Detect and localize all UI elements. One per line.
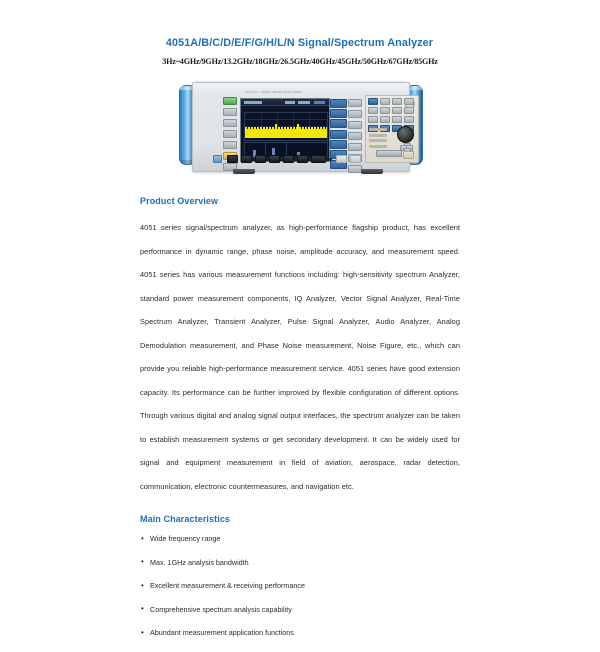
keypad-key-7 [392, 107, 402, 114]
softkey-2 [330, 109, 347, 118]
keypad-key-2 [380, 98, 390, 105]
list-item: • Max. 1GHz analysis bandwidth [140, 558, 460, 568]
main-characteristics-list [140, 534, 460, 638]
front-panel-badge [213, 155, 222, 163]
section-heading-main-characteristics: Main Characteristics [140, 514, 231, 524]
connector-3 [255, 155, 266, 163]
gridline-h-1 [245, 119, 327, 120]
keypad-key-12 [404, 116, 414, 123]
list-item: • Wide frequency range [140, 534, 460, 544]
connector-7 [311, 155, 326, 163]
connector-1 [227, 155, 238, 163]
instrument-brand-text: SIGNAL / SPECTRUM ANALYZER [245, 90, 302, 94]
rotary-knob [397, 126, 414, 143]
softkey-4 [330, 130, 347, 139]
legend-line-1 [369, 128, 387, 131]
function-key-7 [348, 165, 362, 173]
status-bar-field-1 [244, 101, 262, 104]
instrument-chassis [192, 82, 410, 172]
keypad-key-5 [368, 107, 378, 114]
legend-line-4 [369, 145, 387, 148]
product-image [140, 79, 460, 180]
key-left-4 [223, 130, 237, 138]
keypad-key-4 [404, 98, 414, 105]
connector-dot [329, 158, 332, 161]
list-item: • Comprehensive spectrum analysis capability [140, 605, 460, 615]
display-status-bar [241, 99, 329, 106]
connector-4 [269, 155, 280, 163]
connector-9 [350, 155, 361, 163]
spectrum-analyzer-illustration [178, 79, 422, 180]
keypad-key-6 [380, 107, 390, 114]
page-subtitle: 3Hz~4GHz/9GHz/13.2GHz/18GHz/26.5GHz/40GHz/45GHz/50GHz/67GHz/85GHz [162, 57, 438, 66]
connector-5 [283, 155, 294, 163]
keypad-key-8 [404, 107, 414, 114]
spectrum-graticule [244, 112, 328, 141]
status-bar-field-4 [314, 101, 325, 104]
control-keypad-panel [365, 95, 419, 163]
section-heading-product-overview: Product Overview [140, 196, 219, 206]
keypad-key-10 [380, 116, 390, 123]
chassis-foot-left [233, 169, 255, 174]
softkey-3 [330, 119, 347, 128]
instrument-display [240, 98, 330, 162]
function-key-column [348, 99, 362, 176]
spectrum-trace [245, 129, 327, 138]
product-overview-paragraph: 4051 series signal/spectrum analyzer, as high-performance flagship product, has excellent performance in dynamic range, phase noise, amplitude accuracy, and measurement speed. 4051 series has various measurement functions including: high-sensitivity spectrum Analyzer, standard power measurement components, IQ Analyzer, Vector Signal Analyzer, Real-Time Spectrum Analyzer, Transient Analyzer, Pulse Signal Analyzer, Audio Analyzer, Analog Demodulation measurement, and Phase Noise measurement, Noise Figure, etc., which can provide you reliable high-performance measurement service. 4051 series have good extension capacity. Its performance can be further improved by flexible configuration of different options. Through various digital and analog signal output interfaces, the spectrum analyzer can be taken to establish measurement systems or get secondary development. It can be widely used for signal and equipment measurement in field of aviation, aerospace, radar detection, communication, electronic countermeasures, and navigation etc. [140, 223, 460, 491]
softkey-1 [330, 99, 347, 108]
connector-row [227, 155, 364, 163]
wide-enter-key [376, 150, 402, 157]
key-left-1 [223, 97, 237, 105]
connector-6 [297, 155, 308, 163]
status-bar-field-3 [298, 101, 310, 104]
function-key-4 [348, 132, 362, 140]
status-bar-field-2 [285, 101, 295, 104]
connector-2 [241, 155, 252, 163]
power-indicator [403, 151, 414, 159]
list-item: • Excellent measurement & receiving performance [140, 581, 460, 591]
keypad-key-9 [368, 116, 378, 123]
function-key-3 [348, 121, 362, 129]
key-left-2 [223, 108, 237, 116]
legend-line-3 [369, 139, 387, 142]
keypad-legend-lines [369, 128, 387, 150]
function-key-1 [348, 99, 362, 107]
function-key-5 [348, 143, 362, 151]
softkey-5 [330, 140, 347, 149]
function-key-2 [348, 110, 362, 118]
chassis-foot-right [361, 169, 383, 174]
key-left-5 [223, 141, 237, 149]
document-content-column [140, 0, 460, 652]
list-item: • Abundant measurement application functions [140, 628, 460, 638]
page-title: 4051A/B/C/D/E/F/G/H/L/N Signal/Spectrum Analyzer [165, 37, 434, 49]
connector-8 [336, 155, 347, 163]
keypad-key-3 [392, 98, 402, 105]
keypad-key-11 [392, 116, 402, 123]
legend-line-2 [369, 134, 387, 137]
key-left-3 [223, 119, 237, 127]
keypad-key-1 [368, 98, 378, 105]
title-block [140, 0, 460, 66]
